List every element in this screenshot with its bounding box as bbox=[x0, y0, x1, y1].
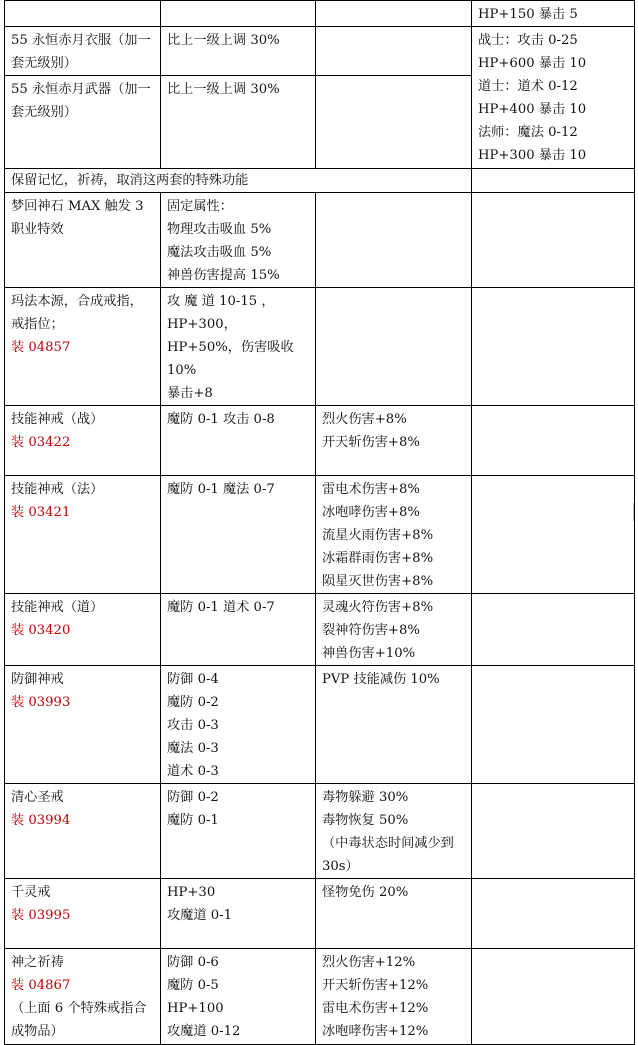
cell-line: 固定属性： bbox=[167, 199, 233, 214]
cell-line: 冰咆哮伤害+12% bbox=[322, 1024, 429, 1039]
cell-line: 陨星灭世伤害+8% bbox=[322, 574, 434, 589]
cell bbox=[5, 193, 161, 288]
cell-line: HP+600 暴击 10 bbox=[478, 56, 587, 71]
cell bbox=[472, 27, 635, 169]
table-row bbox=[5, 193, 635, 288]
cell-line: HP+100 bbox=[167, 1001, 224, 1016]
cell-line: 烈火伤害+12% bbox=[322, 955, 416, 970]
cell bbox=[161, 76, 316, 169]
cell-line: 道术 0-3 bbox=[167, 764, 219, 779]
cell-line: 55 永恒赤月武器（加一套无级别） bbox=[11, 82, 151, 120]
cell-line: 防御神戒 bbox=[11, 672, 64, 687]
cell-line: 技能神戒（法） bbox=[11, 482, 104, 497]
cell bbox=[161, 594, 316, 666]
cell-line: 攻击 0-3 bbox=[167, 718, 219, 733]
cell bbox=[5, 666, 161, 784]
cell-line: 流星火雨伤害+8% bbox=[322, 528, 434, 543]
table-row bbox=[5, 784, 635, 879]
item-code: 装 03993 bbox=[11, 695, 71, 710]
cell-line: 道士：道术 0-12 bbox=[478, 79, 578, 94]
item-code: 装 04867 bbox=[11, 978, 71, 993]
equipment-table bbox=[4, 0, 635, 1045]
cell bbox=[161, 1, 316, 27]
cell-line: 攻魔道 0-12 bbox=[167, 1024, 241, 1039]
cell bbox=[472, 476, 635, 594]
cell bbox=[161, 949, 316, 1045]
cell-line: PVP 技能减伤 10% bbox=[322, 672, 440, 687]
cell-line: 防御 0-6 bbox=[167, 955, 219, 970]
cell bbox=[316, 666, 472, 784]
cell bbox=[161, 476, 316, 594]
cell-line: （上面 6 个特殊戒指合成物品） bbox=[11, 1001, 147, 1039]
table-row bbox=[5, 406, 635, 476]
cell bbox=[316, 879, 472, 949]
cell-line: 玛法本源，合成戒指，戒指位； bbox=[11, 294, 143, 332]
table-row bbox=[5, 594, 635, 666]
cell-line: 毒物恢复 50% bbox=[322, 813, 409, 828]
cell-line: 暴击+8 bbox=[167, 386, 213, 401]
item-code: 装 03421 bbox=[11, 505, 71, 520]
cell-line: 攻魔道 0-1 bbox=[167, 908, 232, 923]
section-note bbox=[5, 169, 472, 193]
table-row bbox=[5, 476, 635, 594]
cell-line: 防御 0-4 bbox=[167, 672, 219, 687]
cell-line: 技能神戒（战） bbox=[11, 412, 104, 427]
cell-line: HP+150 暴击 5 bbox=[478, 7, 578, 22]
cell-line: 比上一级上调 30% bbox=[167, 82, 280, 97]
cell bbox=[472, 666, 635, 784]
cell-line: HP+400 暴击 10 bbox=[478, 102, 587, 117]
cell-line: 开天斩伤害+8% bbox=[322, 435, 420, 450]
cell-line: 雷电术伤害+8% bbox=[322, 482, 420, 497]
cell bbox=[316, 288, 472, 406]
cell-line: HP+300 暴击 10 bbox=[478, 148, 587, 163]
item-code: 装 04857 bbox=[11, 340, 71, 355]
cell bbox=[316, 27, 472, 76]
cell bbox=[472, 784, 635, 879]
cell bbox=[5, 76, 161, 169]
cell-line: 魔防 0-5 bbox=[167, 978, 219, 993]
cell-line: 雷电术伤害+12% bbox=[322, 1001, 429, 1016]
cell bbox=[316, 76, 472, 169]
cell-line: 魔防 0-2 bbox=[167, 695, 219, 710]
cell-line: 灵魂火符伤害+8% bbox=[322, 600, 434, 615]
item-code: 装 03422 bbox=[11, 435, 71, 450]
note-text: 保留记忆，祈祷，取消这两套的特殊功能 bbox=[11, 173, 249, 188]
cell-line: 55 永恒赤月衣服（加一套无级别） bbox=[11, 33, 151, 71]
cell-line: 冰霜群雨伤害+8% bbox=[322, 551, 434, 566]
cell bbox=[472, 594, 635, 666]
cell-line: 烈火伤害+8% bbox=[322, 412, 407, 427]
cell bbox=[161, 784, 316, 879]
cell bbox=[161, 288, 316, 406]
cell-line: 技能神戒（道） bbox=[11, 600, 104, 615]
table-row bbox=[5, 27, 635, 76]
cell bbox=[5, 594, 161, 666]
cell-line: 比上一级上调 30% bbox=[167, 33, 280, 48]
cell-line: 神兽伤害提高 15% bbox=[167, 268, 280, 283]
cell bbox=[472, 879, 635, 949]
cell-line: 裂神符伤害+8% bbox=[322, 623, 420, 638]
table-row bbox=[5, 288, 635, 406]
cell-line: 魔防 0-1 道术 0-7 bbox=[167, 600, 275, 615]
cell bbox=[5, 476, 161, 594]
item-code: 装 03995 bbox=[11, 908, 71, 923]
table-row bbox=[5, 169, 635, 193]
cell-line: （中毒状态时间减少到 30s） bbox=[322, 836, 454, 874]
cell bbox=[5, 406, 161, 476]
cell-line: 战士：攻击 0-25 bbox=[478, 33, 578, 48]
cell bbox=[316, 594, 472, 666]
cell bbox=[316, 949, 472, 1045]
cell bbox=[161, 27, 316, 76]
item-code: 装 03420 bbox=[11, 623, 71, 638]
cell-line: 毒物躲避 30% bbox=[322, 790, 409, 805]
item-code: 装 03994 bbox=[11, 813, 71, 828]
cell-line: 神兽伤害+10% bbox=[322, 646, 416, 661]
cell-line: 魔防 0-1 魔法 0-7 bbox=[167, 482, 275, 497]
cell bbox=[316, 193, 472, 288]
cell bbox=[161, 879, 316, 949]
cell-line: 物理攻击吸血 5% bbox=[167, 222, 272, 237]
cell-line: 神之祈祷 bbox=[11, 955, 64, 970]
cell bbox=[5, 1, 161, 27]
cell-line: 怪物免伤 20% bbox=[322, 885, 409, 900]
cell-line: 魔防 0-1 攻击 0-8 bbox=[167, 412, 275, 427]
table-row bbox=[5, 949, 635, 1045]
cell-line: 清心圣戒 bbox=[11, 790, 64, 805]
cell-line: 魔防 0-1 bbox=[167, 813, 219, 828]
cell-line: 攻 魔 道 10-15 ，HP+300，HP+50%，伤害吸收 10% bbox=[167, 294, 294, 378]
cell bbox=[316, 784, 472, 879]
cell-line: 千灵戒 bbox=[11, 885, 51, 900]
cell bbox=[161, 406, 316, 476]
cell bbox=[5, 949, 161, 1045]
cell bbox=[5, 879, 161, 949]
cell bbox=[472, 193, 635, 288]
cell-line: 开天斩伤害+12% bbox=[322, 978, 429, 993]
cell bbox=[5, 288, 161, 406]
table-row bbox=[5, 879, 635, 949]
cell bbox=[472, 1, 635, 27]
cell-line: 梦回神石 MAX 触发 3 职业特效 bbox=[11, 199, 144, 237]
cell bbox=[472, 169, 635, 193]
cell-line: 防御 0-2 bbox=[167, 790, 219, 805]
table-row bbox=[5, 666, 635, 784]
cell-line: 魔法 0-3 bbox=[167, 741, 219, 756]
cell bbox=[5, 27, 161, 76]
scroll-edge-marker bbox=[633, 503, 638, 521]
cell bbox=[316, 1, 472, 27]
cell bbox=[161, 666, 316, 784]
cell bbox=[316, 406, 472, 476]
cell bbox=[5, 784, 161, 879]
cell bbox=[316, 476, 472, 594]
table-row bbox=[5, 1, 635, 27]
cell-line: HP+30 bbox=[167, 885, 216, 900]
cell bbox=[472, 406, 635, 476]
cell-line: 法师：魔法 0-12 bbox=[478, 125, 578, 140]
cell-line: 魔法攻击吸血 5% bbox=[167, 245, 272, 260]
cell-line: 冰咆哮伤害+8% bbox=[322, 505, 420, 520]
cell bbox=[472, 288, 635, 406]
cell bbox=[161, 193, 316, 288]
cell bbox=[472, 949, 635, 1045]
